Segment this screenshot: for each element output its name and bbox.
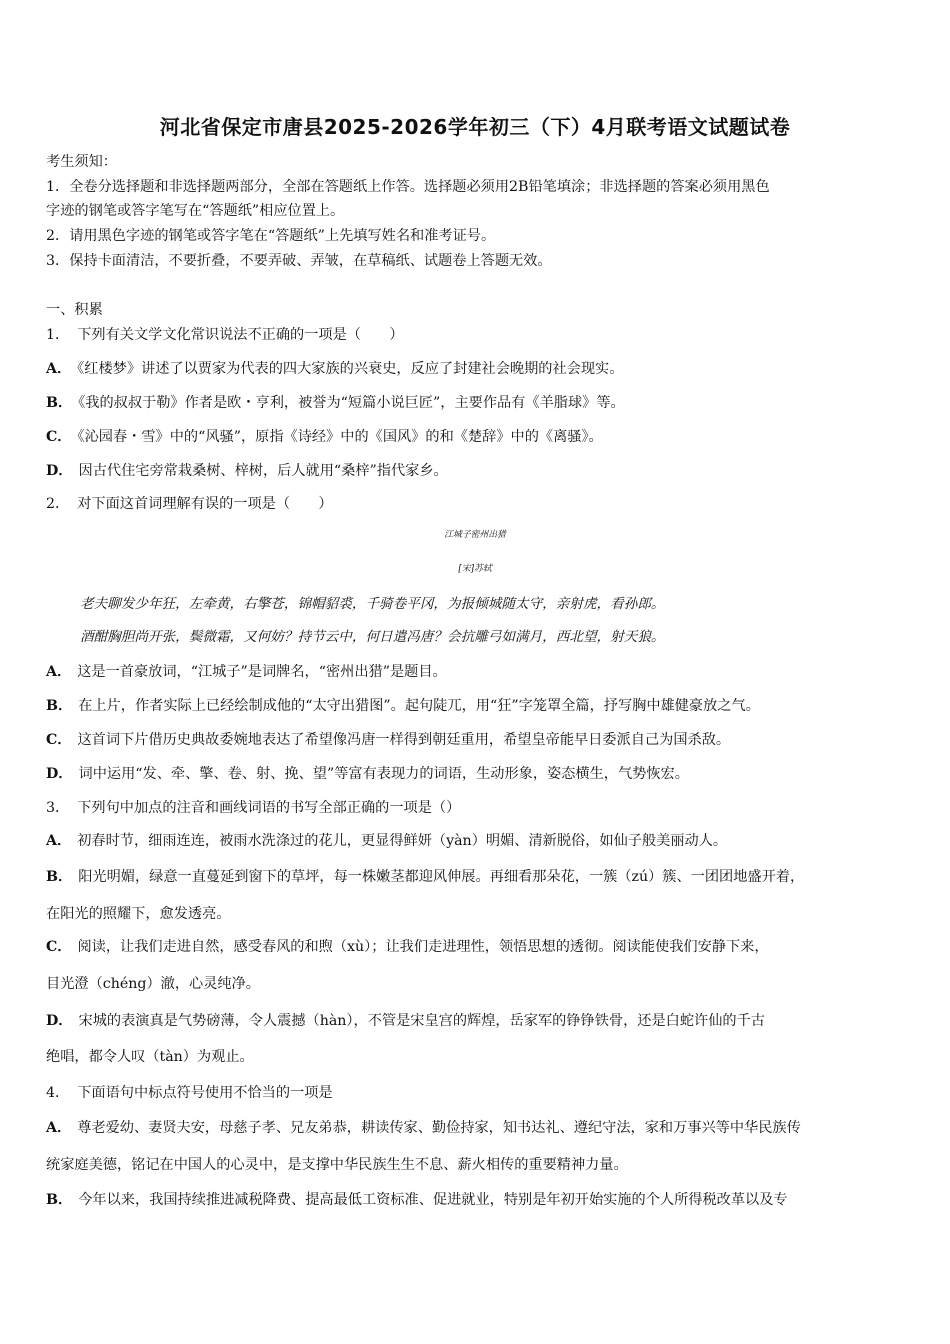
- page-title: 河北省保定市唐县2025-2026学年初三（下）4月联考语文试题试卷: [159, 115, 791, 139]
- question-number: 2．: [46, 496, 70, 512]
- q3-option-c-cont: 目光澄（chéng）澈，心灵纯净。: [46, 976, 260, 992]
- notice-heading: 考生须知：: [46, 154, 117, 170]
- q2-option-a: [46, 665, 447, 679]
- option-text: 在上片，作者实际上已经绘制成他的“太守出猎图”。起句陡兀，用“狂”字笼罩全篇，抒写胸中雄健豪放之气。: [78, 698, 760, 714]
- option-label: A．: [46, 1120, 72, 1136]
- option-label: C．: [46, 939, 72, 955]
- question-text: 对下面这首词理解有误的一项是（ ）: [77, 496, 333, 512]
- q2-option-b: [46, 699, 760, 713]
- option-text: 《我的叔叔于勒》作者是欧・亨利，被誉为“短篇小说巨匠”，主要作品有《羊脂球》等。: [78, 395, 625, 411]
- option-text: 初春时节，细雨连连，被雨水洗涤过的花儿，更显得鲜妍（yàn）明媚、清新脱俗，如仙子般美丽动人。: [77, 833, 728, 849]
- question-number: 1．: [46, 327, 70, 343]
- option-label: B．: [46, 1192, 73, 1208]
- question-number: 3．: [46, 800, 70, 816]
- q1-option-c: [46, 430, 603, 444]
- question-text: 下列有关文学文化常识说法不正确的一项是（ ）: [77, 327, 404, 343]
- option-text: 《红楼梦》讲述了以贾家为代表的四大家族的兴衰史，反应了封建社会晚期的社会现实。: [77, 361, 624, 377]
- poem-title: 江城子密州出猎: [444, 530, 506, 540]
- option-text: 阳光明媚，绿意一直蔓延到窗下的草坪，每一株嫩茎都迎风伸展。再细看那朵花，一簇（zú）簇、一团团地盛开着，: [78, 869, 805, 885]
- poem-line: 酒酣胸胆尚开张，鬓微霜，又何妨？持节云中，何日遣冯唐？会抗雕弓如满月，西北望，射天狼。: [80, 629, 665, 645]
- option-label: C．: [46, 732, 72, 748]
- q4-option-a: [46, 1121, 801, 1135]
- option-label: B．: [46, 698, 73, 714]
- notice-item: 2．请用黑色字迹的钢笔或答字笔在“答题纸”上先填写姓名和准考证号。: [46, 228, 496, 244]
- q3-option-b: [46, 870, 804, 884]
- q4-option-a-cont: 统家庭美德，铭记在中国人的心灵中，是支撑中华民族生生不息、薪火相传的重要精神力量。: [46, 1157, 628, 1173]
- option-text: 因古代住宅旁常栽桑树、梓树，后人就用“桑梓”指代家乡。: [78, 463, 448, 479]
- question-2-stem: [46, 497, 333, 511]
- question-3-stem: [46, 801, 460, 815]
- option-text: 宋城的表演真是气势磅薄，令人震撼（hàn），不管是宋皇宫的辉煌，岳家军的铮铮铁骨，还是白蛇许仙的千古: [78, 1013, 765, 1029]
- q3-option-d: [46, 1014, 765, 1028]
- option-text: 尊老爱幼、妻贤夫安，母慈子孝、兄友弟恭，耕读传家、勤俭持家，知书达礼、遵纪守法，家和万事兴等中华民族传: [77, 1120, 801, 1136]
- option-text: 这是一首豪放词，“江城子”是词牌名，“密州出猎”是题目。: [77, 664, 447, 680]
- q4-option-b: [46, 1193, 788, 1207]
- question-4-stem: [46, 1086, 333, 1100]
- q1-option-a: [46, 362, 623, 376]
- q1-option-d: [46, 464, 448, 478]
- notice-item: 3．保持卡面清洁，不要折叠，不要弄破、弄皱，在草稿纸、试题卷上答题无效。: [46, 253, 552, 269]
- option-text: 这首词下片借历史典故委婉地表达了希望像冯唐一样得到朝廷重用，希望皇帝能早日委派自己为国杀敌。: [77, 732, 731, 748]
- q3-option-a: [46, 834, 727, 848]
- option-label: B．: [46, 869, 73, 885]
- q1-option-b: [46, 396, 625, 410]
- option-label: D．: [46, 766, 73, 782]
- option-label: A．: [46, 833, 72, 849]
- q2-option-c: [46, 733, 730, 747]
- poem-line: 老夫聊发少年狂，左牵黄，右擎苍，锦帽貂裘，千骑卷平冈，为报倾城随太守，亲射虎，看孙郎。: [80, 596, 665, 612]
- option-label: D．: [46, 463, 73, 479]
- q3-option-d-cont: 绝唱，都令人叹（tàn）为观止。: [46, 1049, 254, 1065]
- poem-author: [宋]苏轼: [458, 564, 492, 574]
- option-label: A．: [46, 361, 72, 377]
- option-text: 阅读，让我们走进自然，感受春风的和煦（xù）；让我们走进理性，领悟思想的透彻。阅读能使我们安静下来，: [77, 939, 769, 955]
- q3-option-c: [46, 940, 769, 954]
- notice-item: 字迹的钢笔或答字笔写在“答题纸”相应位置上。: [46, 203, 345, 219]
- q3-option-b-cont: 在阳光的照耀下，愈发透亮。: [46, 906, 231, 922]
- option-text: 《沁园春・雪》中的“风骚”，原指《诗经》中的《国风》的和《楚辞》中的《离骚》。: [77, 429, 603, 445]
- option-text: 词中运用“发、牵、擎、卷、射、挽、望”等富有表现力的词语，生动形象，姿态横生，气势恢宏。: [78, 766, 689, 782]
- notice-item: 1．全卷分选择题和非选择题两部分，全部在答题纸上作答。选择题必须用2B铅笔填涂；非选择题的答案必须用黑色: [46, 179, 770, 195]
- question-number: 4．: [46, 1085, 70, 1101]
- option-text: 今年以来，我国持续推进减税降费、提高最低工资标准、促进就业，特别是年初开始实施的个人所得税改革以及专: [78, 1192, 788, 1208]
- q2-option-d: [46, 767, 689, 781]
- question-1-stem: [46, 328, 404, 342]
- question-text: 下面语句中标点符号使用不恰当的一项是: [77, 1085, 333, 1101]
- option-label: B．: [46, 395, 73, 411]
- option-label: C．: [46, 429, 72, 445]
- question-text: 下列句中加点的注音和画线词语的书写全部正确的一项是（）: [77, 800, 461, 816]
- option-label: D．: [46, 1013, 73, 1029]
- section-heading: 一、积累: [46, 302, 103, 318]
- option-label: A．: [46, 664, 72, 680]
